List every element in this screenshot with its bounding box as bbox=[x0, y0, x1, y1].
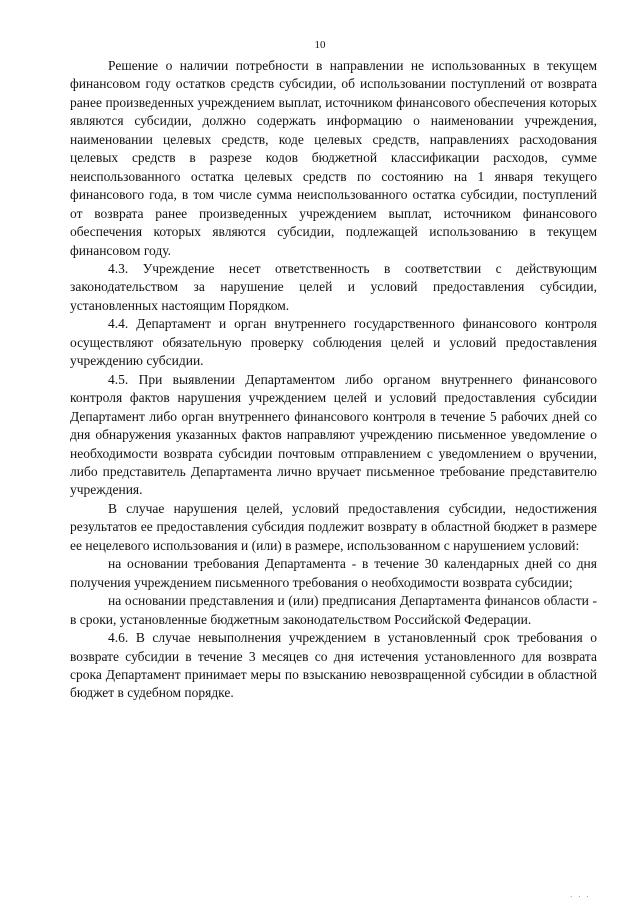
paragraph-violation-return: В случае нарушения целей, условий предоставления субсидии, недостижения результатов ее предоставления субсидия подлежит возврату в областной бюджет в размере ее нецелевого использования и (или) в размере, использованном с нарушением условий: bbox=[70, 500, 597, 553]
bottom-mark: · · · bbox=[570, 893, 591, 901]
paragraph-subsidy-balance-decision: Решение о наличии потребности в направлении не использованных в текущем финансовом году остатков средств субсидии, об использовании поступлений от возврата ранее произведенных учреждением выплат, источником финансового обеспечения которых являются субсидии, должно содержать информацию о наименовании учреждения, наименовании целевых средств, коде целевых средств, направлениях расходования целевых средств в разрезе кодов бюджетной классификации расходов, сумме неиспользованного остатка целевых средств по состоянию на 1 января текущего финансового года, в том числе сумма неиспользованного остатка субсидии, поступлений от возврата ранее произведенных учреждением выплат, источником финансового обеспечения которых являются субсидии, подлежащей использованию в текущем финансовом году. bbox=[70, 58, 597, 258]
paragraph-4-6: 4.6. В случае невыполнения учреждением в установленный срок требования о возврате субсидии в течение 3 месяцев со дня истечения установленного для возврата срока Департамент принимает меры по взысканию невозвращенной субсидии в областной бюджет в судебном порядке. bbox=[70, 630, 597, 701]
paragraph-4-3: 4.3. Учреждение несет ответственность в соответствии с действующим законодательством за нарушение целей и условий предоставления субсидии, установленных настоящим Порядком. bbox=[70, 260, 597, 313]
paragraph-finance-department-order: на основании представления и (или) предписания Департамента финансов области - в сроки, установленные бюджетным законодательством Российской Федерации. bbox=[70, 593, 597, 627]
paragraph-4-5: 4.5. При выявлении Департаментом либо органом внутреннего финансового контроля фактов нарушения учреждением целей и условий предоставления субсидии Департамент либо орган внутреннего финансового контроля в течение 5 рабочих дней со дня обнаружения указанных фактов направляют учреждению письменное уведомление о необходимости возврата субсидии почтовым отправлением с уведомлением о вручении, либо представитель Департамента лично вручает письменное требование представителю учреждения. bbox=[70, 371, 597, 498]
page-number: 10 bbox=[314, 39, 326, 51]
paragraph-4-4: 4.4. Департамент и орган внутреннего государственного финансового контроля осуществляют обязательную проверку соблюдения целей и условий предоставления учреждению субсидии. bbox=[70, 316, 597, 369]
paragraph-department-requirement: на основании требования Департамента - в течение 30 календарных дней со дня получения учреждением письменного требования о необходимости возврата субсидии; bbox=[70, 556, 597, 590]
document-body bbox=[70, 57, 597, 703]
